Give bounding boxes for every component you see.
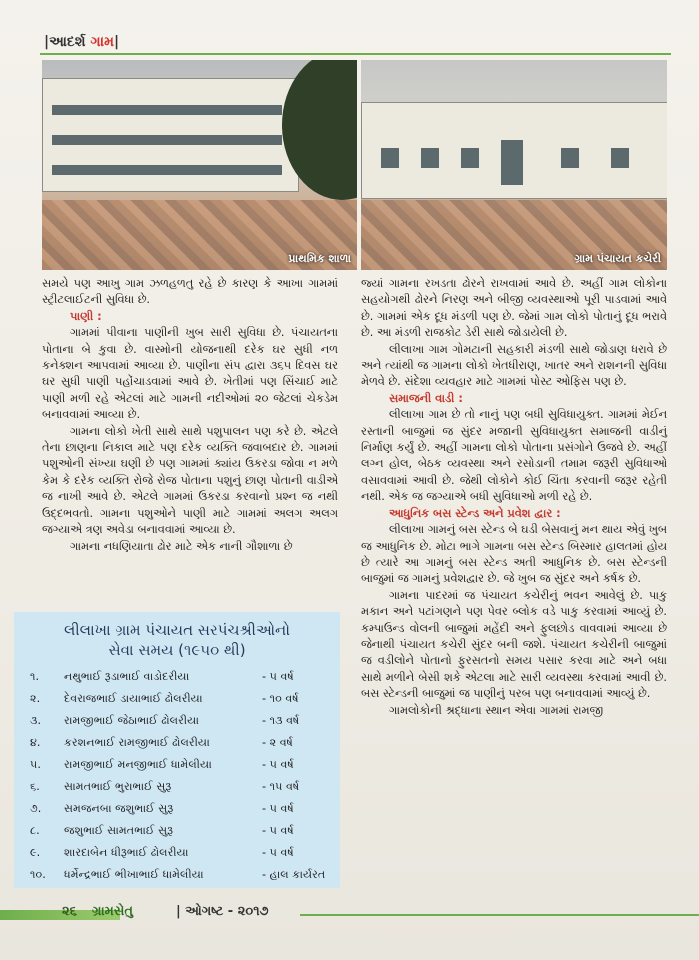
box-title: લીલાખા ગ્રામ પંચાયત સરપંચશ્રીઓનો સેવા સમય (૧૯૫૦ થી) bbox=[64, 621, 290, 659]
sarpanch-row bbox=[26, 732, 329, 754]
sarpanch-row bbox=[26, 688, 329, 710]
service-term: - ૫ વર્ષ bbox=[262, 846, 294, 859]
panchayat-office-photo bbox=[361, 60, 667, 270]
sarpanch-row bbox=[26, 666, 329, 688]
sarpanch-row bbox=[26, 864, 329, 886]
left-column bbox=[42, 276, 338, 606]
row-number: ૮. bbox=[30, 824, 40, 837]
paragraph: ગામલોકોની શ્રદ્ધાના સ્થાન એવા ગામમાં રામજી bbox=[389, 703, 603, 717]
header-rule bbox=[40, 53, 671, 55]
subheading: સમાજની વાડી : bbox=[389, 391, 463, 405]
row-number: ૫. bbox=[30, 758, 41, 771]
issue-date: | ઓગષ્ટ - ૨૦૧૭ bbox=[176, 904, 269, 919]
row-number: ૭. bbox=[30, 802, 42, 815]
sarpanch-name: રામજીભાઈ મનજીભાઈ ધામેલીયા bbox=[64, 758, 212, 771]
paragraph: સમયે પણ આખુ ગામ ઝળહળતુ રહે છે કારણ કે આખા ગામમાં સ્ટ્રીટલાઈટની સુવિધા છે. bbox=[42, 277, 338, 307]
row-number: ૩. bbox=[30, 714, 42, 727]
school-photo bbox=[42, 60, 357, 270]
page-number: ૨૬ bbox=[62, 904, 77, 919]
paragraph: લીલાખા ગામ છે તો નાનું પણ બધી સુવિધાયુક્ત. ગામમાં મેઈન રસ્તાની બાજુમાં જ સુંદર મજાની સુવિધાયુક્ત સમાજની વાડીનું નિર્માણ કર્યું છે. અહીં ગામના લોકો પોતાના પ્રસંગોને ઉજવે છે. અહીં લગ્ન હોલ, બેઠક વ્યવસ્થા અને રસોડાની તમામ જરૂરી સુવિધાઓ વસાવવામાં આવી છે. જેથી લોકોને કોઈ ચિંતા કરવાની જરૂર રહેતી નથી. એક જ જગ્યાએ બધી સુવિધાઓ મળી રહે છે. bbox=[361, 408, 667, 504]
service-term: - ૧૦ વર્ષ bbox=[262, 692, 299, 705]
paragraph: લીલાખા ગામ ગોમટાની સહકારી મંડળી સાથે જોડાણ ધરાવે છે અને ત્યાંથી જ ગામના લોકો ખેતધીરાણ, ખાતર અને રાશનની સુવિધા મેળવે છે. સંદેશા વ્યવહાર માટે ગામમાં પોસ્ટ ઓફિસ પણ છે. bbox=[361, 342, 667, 389]
sarpanch-table bbox=[26, 666, 329, 886]
service-term: - ૫ વર્ષ bbox=[262, 824, 294, 837]
panchayat-photo-caption: ગ્રામ પંચાયત કચેરી bbox=[574, 252, 661, 265]
sarpanch-row bbox=[26, 754, 329, 776]
sarpanch-row bbox=[26, 820, 329, 842]
service-term: - ૫ વર્ષ bbox=[262, 802, 294, 815]
subheading: આધુનિક બસ સ્ટેન્ડ અને પ્રવેશ દ્વાર : bbox=[389, 506, 561, 520]
sarpanch-row bbox=[26, 842, 329, 864]
sarpanch-name: સમજનબા જશુભાઈ સુરૂ bbox=[64, 802, 174, 815]
sarpanch-name: દેવરાજભાઈ ડાયાભાઈ ઢોલરીયા bbox=[64, 692, 203, 705]
paragraph: ગામના લોકો ખેતી સાથે સાથે પશુપાલન પણ કરે છે. એટલે તેના છાણના નિકાલ માટે પણ દરેક વ્યક્તિ જવાબદાર છે. ગામમાં પશુઓની સંખ્યા ઘણી છે પણ ગામમાં ક્યાંય ઉકરડા જોવા ન મળે કેમ કે દરેક વ્યક્તિ રોજે રોજ પોતાના પશુનું છાણ પોતાની વાડીએ જ નાખી આવે છે. એટલે ગામમાં ઉકરડા કરવાનો પ્રશ્ન જ નથી ઉદ્દભવતો. ગામના પશુઓને પાણી માટે ગામમાં અલગ અલગ જગ્યાએ ત્રણ અવેડા બનાવવામાં આવ્યા છે. bbox=[42, 424, 338, 537]
paragraph: ગામના પાદરમાં જ પંચાયત કચેરીનું ભવન આવેલું છે. પાકુ મકાન અને પટાંગણને પણ પેવર બ્લોક વડે પાકુ કરવામાં આવ્યું છે. કમ્પાઉન્ડ વોલની બાજુમાં મહેંદી અને ફુલછોડ વાવવામાં આવ્યા છે જેનાથી પંચાયત કચેરી સુંદર બની જશે. પંચાયત કચેરીની બાજુમાં જ વડીલોને પોતાનો ફુરસતનો સમય પસાર કરવા માટે અને બધા સાથે મળીને બેસી શકે એટલા માટે સારી વ્યવસ્થા કરવામાં આવી છે. બસ સ્ટેન્ડની બાજુમાં જ પાણીનું પરબ પણ બનાવવામાં આવ્યું છે. bbox=[361, 588, 667, 701]
sarpanch-name: સામતભાઈ ભુરાભાઈ સુરૂ bbox=[64, 780, 172, 793]
row-number: ૪. bbox=[30, 736, 41, 749]
row-number: ૨. bbox=[30, 692, 41, 705]
row-number: ૧૦. bbox=[30, 868, 46, 881]
footer-rule bbox=[300, 914, 699, 916]
service-term: - ૧૫ વર્ષ bbox=[262, 780, 300, 793]
service-term: - ૧૩ વર્ષ bbox=[262, 714, 300, 727]
sarpanch-name: જશુભાઈ સામતભાઈ સુરૂ bbox=[64, 824, 174, 837]
sarpanch-name: નથુભાઈ રૂડાભાઈ વાડોદરીયા bbox=[64, 670, 190, 683]
paragraph: લીલાખા ગામનું બસ સ્ટેન્ડ બે ઘડી બેસવાનું મન થાય એવું ખુબ જ આધુનિક છે. મોટા ભાગે ગામના બસ સ્ટેન્ડ બિસ્માર હાલતમાં હોય છે ત્યારે આ ગામનું બસ સ્ટેન્ડ અતી આધુનિક છે. બસ સ્ટેન્ડની બાજુમાં જ ગામનું પ્રવેશદ્વાર છે. જે ખુબ જ સુંદર અને કર્ષક છે. bbox=[361, 523, 667, 586]
school-photo-caption: પ્રાથમિક શાળા bbox=[288, 252, 351, 265]
row-number: ૬. bbox=[30, 780, 40, 793]
magazine-name: ગ્રામસેતુ bbox=[92, 904, 134, 919]
row-number: ૧. bbox=[30, 670, 40, 683]
sarpanch-row bbox=[26, 798, 329, 820]
sarpanch-name: શારદાબેન ધીરૂભાઈ ઢોલરીયા bbox=[64, 846, 189, 859]
sarpanch-list-box bbox=[14, 612, 340, 888]
sarpanch-name: રામજીભાઈ જેઠાભાઈ ઢોલરીયા bbox=[64, 714, 199, 727]
section-tag: |આદર્શ ગામ| bbox=[44, 34, 120, 50]
sarpanch-row bbox=[26, 776, 329, 798]
sarpanch-name: ધર્મેન્દ્રભાઈ ભીખાભાઈ ધામેલીયા bbox=[64, 868, 204, 881]
paragraph: જ્યાં ગામના રખડતા ઢોરને રાખવામાં આવે છે. અહીં ગામ લોકોના સહયોગથી ઢોરને નિરણ અને બીજી વ્યવસ્થાઓ પૂરી પાડવામાં આવે છે. ગામમાં એક દૂધ મંડળી પણ છે. જેમાં ગામ લોકો પોતાનું દૂધ ભરાવે છે. આ મંડળી રાજકોટ ડેરી સાથે જોડાયેલી છે. bbox=[361, 277, 667, 340]
subheading: પાણી : bbox=[70, 309, 102, 323]
service-term: - ૫ વર્ષ bbox=[262, 758, 294, 771]
paragraph: ગામમાં પીવાના પાણીની ખુબ સારી સુવિધા છે. પંચાયતના પોતાના બે કુવા છે. વાસ્મોની યોજનાથી દરેક ઘર સુધી નળ કનેક્શન આપવામાં આવ્યા છે. પાણીના સંપ દ્વારા ૩૬૫ દિવસ ઘર ઘર સુધી પાણી પહોંચાડવામાં આવે છે. ખેતીમાં પણ સિંચાઈ માટે પાણી મળી રહે એટલાં માટે ગામની નદીઓમાં ૨૦ જેટલાં ચેકડેમ બનાવવામાં આવ્યા છે. bbox=[42, 326, 338, 422]
page-footer bbox=[0, 904, 699, 926]
row-number: ૯. bbox=[30, 846, 41, 859]
right-column bbox=[361, 276, 667, 896]
service-term: - ૫ વર્ષ bbox=[262, 670, 294, 683]
service-term: - ૨ વર્ષ bbox=[262, 736, 293, 749]
sarpanch-row bbox=[26, 710, 329, 732]
sarpanch-name: કરશનભાઈ રામજીભાઈ ઢોલરીયા bbox=[64, 736, 210, 749]
service-term: - હાલ કાર્યરત bbox=[262, 868, 326, 881]
paragraph: ગામના નધણિયાતા ઢોર માટે એક નાની ગૌશાળા છે bbox=[70, 539, 293, 553]
